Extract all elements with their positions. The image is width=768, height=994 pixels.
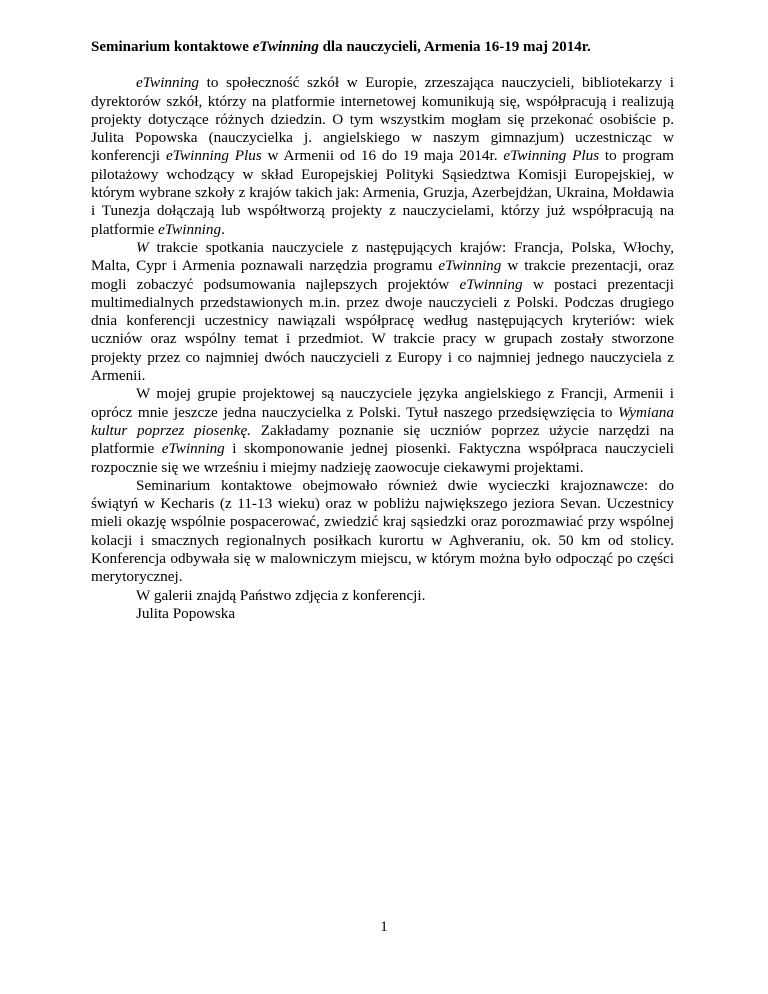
document-title: Seminarium kontaktowe eTwinning dla nauczycieli, Armenia 16-19 maj 2014r. [91,39,591,55]
paragraph-excursions: Seminarium kontaktowe obejmowało również dwie wycieczki krajoznawcze: do świątyń w Kecharis (z 11-13 wieku) oraz w pobliżu największego jeziora Sevan. Uczestnicy mieli okazję wspólnie pospacerować, zwiedzić kraj sąsiedzki oraz porozmawiać przy wspólnej kolacji i smacznych regionalnych posiłkach kurortu w Aghveraniu, ok. 50 km od stolicy. Konferencja odbywała się w malowniczym miejscu, w którym można było odpocząć po części merytorycznej. [91,476,674,586]
gallery-note: W galerii znajdą Państwo zdjęcia z konferencji. [136,586,426,604]
document-page [91,38,674,623]
paragraph-project: W mojej grupie projektowej są nauczyciele języka angielskiego z Francji, Armenii i oprócz mnie jeszcze jedna nauczycielka z Polski. Tytuł naszego przedsięwzięcia to Wymiana kultur poprzez piosenkę. Zakładamy poznanie się uczniów poprzez użycie narzędzi na platformie eTwinning i skomponowanie jednej piosenki. Faktyczna współpraca nauczycieli rozpocznie się we wrześniu i miejmy nadzieję zaowocuje ciekawymi projektami. [91,385,674,476]
document-body [91,74,674,586]
paragraph-intro: eTwinning to społeczność szkół w Europie, zrzeszająca nauczycieli, bibliotekarzy i dyrektorów szkół, którzy na platformie internetowej komunikują się, współpracują i realizują projekty dotyczące różnych dziedzin. O tym wszystkim mogłam się przekonać osobiście p. Julita Popowska (nauczycielka j. angielskiego w naszym gimnazjum) uczestnicząc w konferencji eTwinning Plus w Armenii od 16 do 19 maja 2014r. eTwinning Plus to program pilotażowy wchodzący w skład Europejskiej Polityki Sąsiedztwa Komisji Europejskiej, w którym wybrane szkoły z krajów takich jak: Armenia, Gruzja, Azerbejdżan, Ukraina, Mołdawia i Tunezja dołączają lub współtworzą projekty z nauczycielami, którzy już współpracują na platformie eTwinning. [91,74,674,238]
signature: Julita Popowska [136,604,236,622]
paragraph-meeting: W trakcie spotkania nauczyciele z następujących krajów: Francja, Polska, Włochy, Malta, Cypr i Armenia poznawali narzędzia programu eTwinning w trakcie prezentacji, oraz mogli zobaczyć podsumowania najlepszych projektów eTwinning w postaci prezentacji multimedialnych przedstawionych m.in. przez dwoje nauczycieli z Polski. Podczas drugiego dnia konferencji uczestnicy nawiązali współpracę według następujących kryteriów: wiek uczniów oraz wspólny temat i przedmiot. W trakcie pracy w grupach zostały stworzone projekty przez co najmniej dwóch nauczycieli z Europy i co najmniej jednego nauczyciela z Armenii. [91,238,674,385]
page-number: 1 [380,919,388,935]
